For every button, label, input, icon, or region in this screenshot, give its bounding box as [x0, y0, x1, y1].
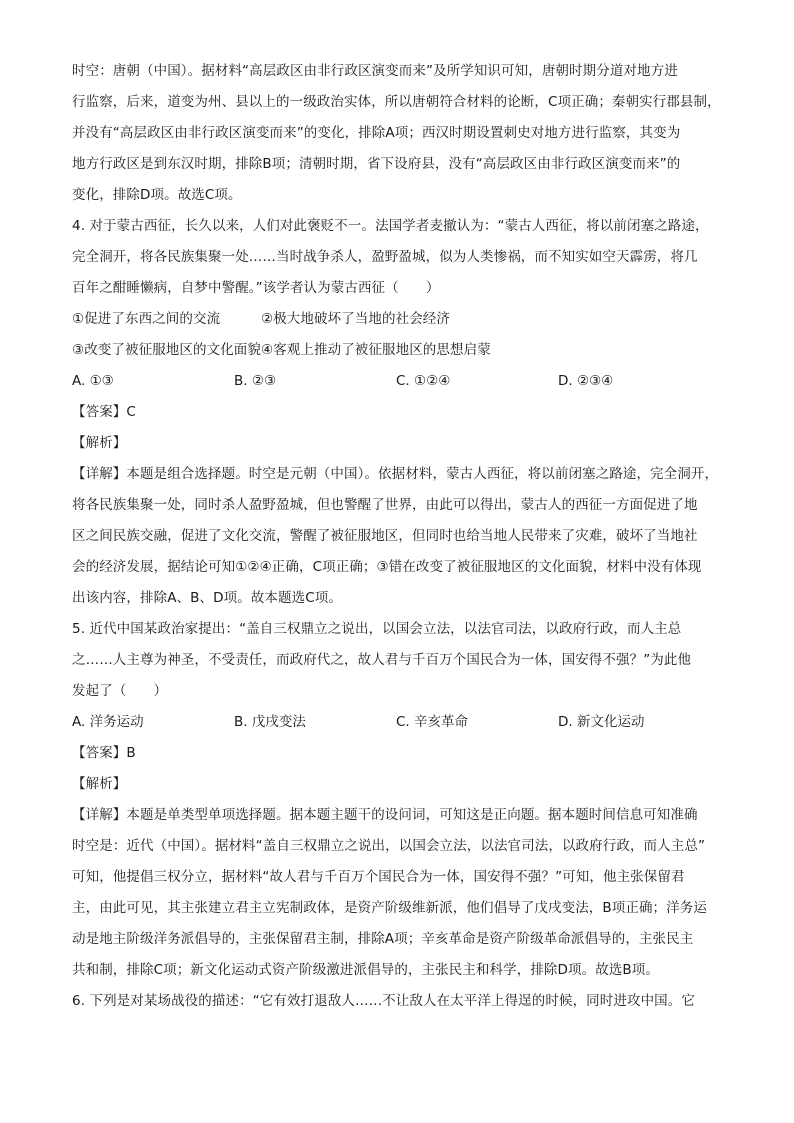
detail-line: 动是地主阶级洋务派倡导的，主张保留君主制，排除A项；辛亥革命是资产阶级革命派倡导的，主张民主 — [72, 931, 694, 947]
detail-line: 【详解】本题是组合选择题。时空是元朝（中国）。依据材料，蒙古人西征，将以前闭塞之路途，完全洞开， — [72, 466, 719, 482]
option-c: C. 辛亥革命 — [396, 714, 469, 730]
answer-label: 【答案】 — [72, 404, 127, 420]
question-stem-line: 6. 下列是对某场战役的描述：“它有效打退敌人……不让敌人在太平洋上得逞的时候，同时进攻中国。它 — [72, 993, 695, 1009]
question-6 — [72, 986, 722, 1017]
detail-line: 主，由此可见，其主张建立君主立宪制政体，是资产阶级维新派，他们倡导了戊戌变法，B项正确；洋务运 — [72, 900, 707, 916]
text-line: 变化，排除D项。故选C项。 — [72, 187, 242, 203]
detail-line: 【详解】本题是单类型单项选择题。据本题主题干的设问词，可知这是正向题。据本题时间信息可知准确 — [72, 807, 698, 823]
detail-line: 可知，他提倡三权分立，据材料“故人君与千百万个国民合为一体，国安得不强？”可知，他主张保留君 — [72, 869, 685, 885]
question-stem-line: 4. 对于蒙古西征，长久以来，人们对此褒贬不一。法国学者麦撤认为：“蒙古人西征，将以前闭塞之路途， — [72, 218, 709, 234]
answer-options — [72, 707, 722, 738]
option-b: B. 戊戌变法 — [234, 714, 306, 730]
detail-line: 共和制，排除C项；新文化运动式资产阶级激进派倡导的，主张民主和科学，排除D项。故选B项。 — [72, 962, 659, 978]
option-a: A. ①③ — [72, 373, 114, 389]
option-a: A. 洋务运动 — [72, 714, 144, 730]
answer-value: C — [126, 404, 136, 420]
answer-label: 【答案】 — [72, 745, 127, 761]
detail-line: 时空是：近代（中国）。据材料“盖自三权鼎立之说出，以国会立法，以法官司法，以政府行政，而人主总” — [72, 838, 706, 854]
text-line: 地方行政区是到东汉时期，排除B项；清朝时期，省下设府县，没有“高层政区由非行政区演变而来”的 — [72, 156, 681, 172]
statements-line: ③改变了被征服地区的文化面貌④客观上推动了被征服地区的思想启蒙 — [72, 342, 491, 358]
statements-line: ①促进了东西之间的交流 ②极大地破坏了当地的社会经济 — [72, 311, 451, 327]
text-line: 并没有“高层政区由非行政区演变而来”的变化，排除A项；西汉时期设置刺史对地方进行监察，其变为 — [72, 125, 681, 141]
option-d: D. 新文化运动 — [558, 714, 645, 730]
q3-explanation — [72, 56, 722, 211]
text-line: 行监察，后来，道变为州、县以上的一级政治实体，所以唐朝符合材料的论断，C项正确；秦朝实行郡县制， — [72, 94, 721, 110]
answer-line — [72, 397, 722, 428]
detail-line: 区之间民族交融，促进了文化交流，警醒了被征服地区，但同时也给当地人民带来了灾难，破坏了当地社 — [72, 528, 698, 544]
answer-value: B — [126, 745, 136, 761]
document-content — [72, 56, 722, 1017]
analysis-label: 【解析】 — [72, 776, 127, 792]
question-stem-line: 5. 近代中国某政治家提出：“盖自三权鼎立之说出，以国会立法，以法官司法，以政府行政，而人主总 — [72, 621, 682, 637]
question-stem-line: 之……人主尊为神圣，不受责任，而政府代之，故人君与千百万个国民合为一体，国安得不强？”为此他 — [72, 652, 692, 668]
analysis-label: 【解析】 — [72, 435, 127, 451]
question-stem-line: 发起了（ ） — [72, 683, 168, 699]
detail-line: 会的经济发展，据结论可知①②④正确，C项正确；③错在改变了被征服地区的文化面貌，材料中没有体现 — [72, 559, 702, 575]
detail-line: 出该内容，排除A、B、D项。故本题选C项。 — [72, 590, 342, 606]
detail-line: 将各民族集聚一处，同时杀人盈野盈城，但也警醒了世界，由此可以得出，蒙古人的西征一方面促进了地 — [72, 497, 698, 513]
option-c: C. ①②④ — [396, 373, 451, 389]
option-b: B. ②③ — [234, 373, 277, 389]
question-4 — [72, 211, 722, 614]
question-stem-line: 百年之酣睡懒病，自梦中警醒。”该学者认为蒙古西征（ ） — [72, 280, 440, 296]
answer-line — [72, 738, 722, 769]
question-5 — [72, 614, 722, 986]
answer-options — [72, 366, 722, 397]
question-stem-line: 完全洞开，将各民族集聚一处……当时战争杀人，盈野盈城，似为人类惨祸，而不知实如空天霹雳，将几 — [72, 249, 698, 265]
option-d: D. ②③④ — [558, 373, 614, 389]
text-line: 时空：唐朝（中国）。据材料“高层政区由非行政区演变而来”及所学知识可知，唐朝时期分道对地方进 — [72, 63, 678, 79]
